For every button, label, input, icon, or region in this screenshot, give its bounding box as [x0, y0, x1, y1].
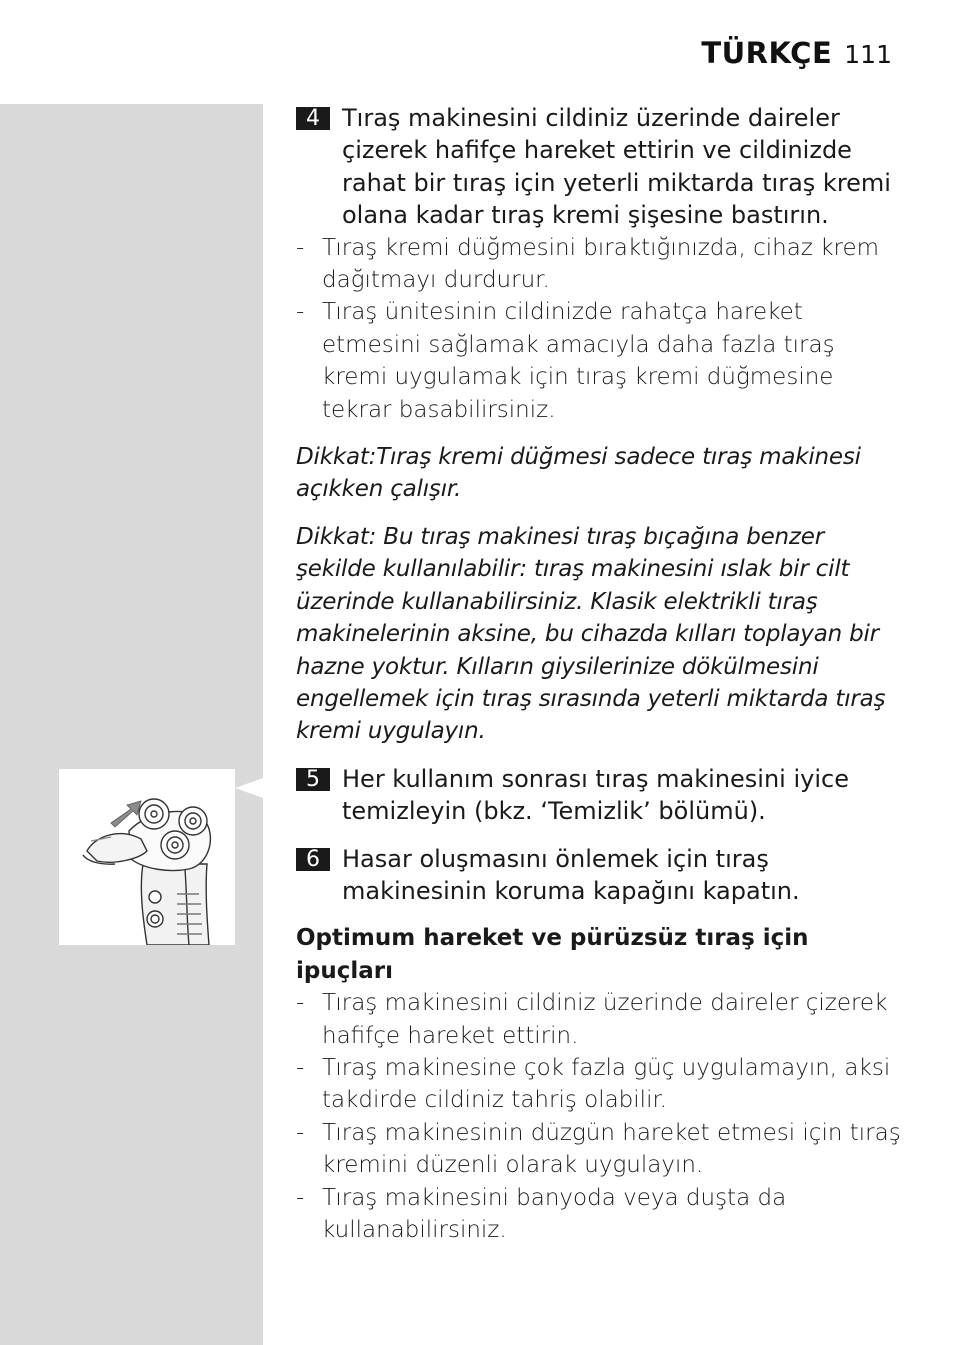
bullet-dash: - [296, 1054, 305, 1081]
step-text: Hasar oluşmasını önlemek için tıraş makinesinin koruma kapağını kapatın. [342, 844, 800, 905]
step-number: 5 [296, 768, 330, 791]
bullet-text: Tıraş makinesinin düzgün hareket etmesi için tıraş kremini düzenli olarak uygulayın. [322, 1119, 901, 1179]
step-4 [296, 102, 906, 232]
list-item [296, 1052, 906, 1117]
list-item [296, 987, 906, 1052]
bullet-dash: - [296, 990, 305, 1017]
list-item [296, 1117, 906, 1182]
list-item [296, 232, 906, 297]
list-item [296, 296, 906, 426]
note-cream-button: Dikkat:Tıraş kremi düğmesi sadece tıraş makinesi açıkken çalışır. [296, 444, 861, 503]
language-title: TÜRKÇE [701, 36, 833, 70]
bullet-text: Tıraş makinesini cildiniz üzerinde daireler çizerek hafifçe hareket ettirin. [322, 990, 888, 1049]
page-header [701, 36, 892, 70]
shaver-illustration [59, 769, 235, 945]
page-number: 111 [844, 40, 892, 69]
bullet-text: Tıraş ünitesinin cildinizde rahatça hareket etmesini sağlamak amacıyla daha fazla tıraş kremi uygulamak için tıraş kremi düğmesine tekrar basabilirsiniz. [322, 299, 835, 423]
main-content [296, 102, 906, 1246]
step-number: 6 [296, 848, 330, 871]
step-5 [296, 763, 906, 828]
bullet-dash: - [296, 1119, 305, 1146]
bullet-text: Tıraş kremi düğmesini bıraktığınızda, cihaz krem dağıtmayı durdurur. [322, 234, 880, 294]
list-item [296, 1182, 906, 1247]
note-wet-shaving: Dikkat: Bu tıraş makinesi tıraş bıçağına benzer şekilde kullanılabilir: tıraş makinesini ıslak bir cilt üzerinde kullanabilirsiniz. Klasik elektrikli tıraş makinelerinin aksine, bu cihazda kılları toplayan bir hazne yoktur. Kılların giysilerinize dökülmesini engellemek için tıraş sırasında yeterli miktarda tıraş kremi uygulayın. [296, 523, 886, 745]
step-text: Tıraş makinesini cildiniz üzerinde daireler çizerek hafifçe hareket ettirin ve cildinizde rahat bir tıraş için yeterli miktarda tıraş kremi olana kadar tıraş kremi şişesine bastırın. [342, 104, 891, 230]
tips-heading: Optimum hareket ve pürüzsüz tıraş için ipuçları [296, 925, 809, 984]
bullet-text: Tıraş makinesini banyoda veya duşta da kullanabilirsiniz. [322, 1184, 787, 1243]
step-text: Her kullanım sonrası tıraş makinesini iyice temizleyin (bkz. ‘Temizlik’ bölümü). [342, 764, 849, 826]
gray-sidebar [0, 104, 263, 1345]
bullet-dash: - [296, 234, 305, 261]
shaver-cap-icon [59, 769, 235, 945]
bullet-text: Tıraş makinesine çok fazla güç uygulamayın, aksi takdirde cildiniz tahriş olabilir. [322, 1054, 891, 1114]
bullet-dash: - [296, 299, 305, 326]
bullet-dash: - [296, 1184, 305, 1211]
step-6 [296, 843, 906, 908]
step-number: 4 [296, 107, 330, 130]
figure-pointer [235, 778, 263, 798]
